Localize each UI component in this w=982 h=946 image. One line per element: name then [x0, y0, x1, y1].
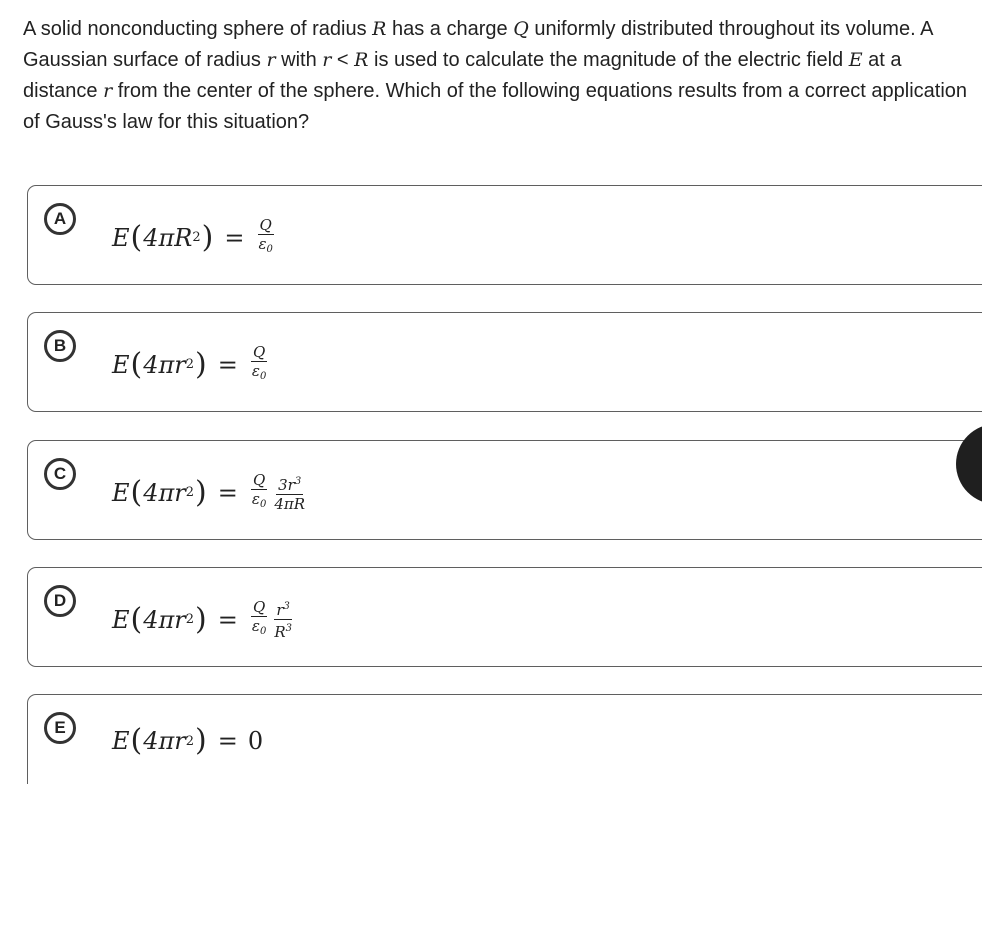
- choice-letter-a: A: [44, 203, 76, 235]
- question-text: A solid nonconducting sphere of radius R has a charge Q uniformly distributed throughout its volume. A Gaussian surface of radius r with r < R is used to calculate the magnitude of the electric field E at a distance r from the center of the sphere. Which of the following equations results from a correct application of Gauss's law for this situation?: [23, 18, 968, 133]
- answer-choice-b[interactable]: [27, 312, 982, 412]
- choice-b-formula: E ( 4πr 2 ) = $\frac{Q}{\varepsilon_0}$: [112, 343, 267, 382]
- choice-letter-e: E: [44, 712, 76, 744]
- choice-letter-d: D: [44, 585, 76, 617]
- answer-choice-c[interactable]: [27, 440, 982, 540]
- choice-letter-c: C: [44, 458, 76, 490]
- choice-letter-b: B: [44, 330, 76, 362]
- choice-c-formula: E ( 4πr 2 ) = $\frac{Q}{\varepsilon_0}$ $\frac{3r^3}{4\pi R}$: [112, 471, 306, 513]
- choice-a-formula: E ( 4πR 2 ) = $\frac{Q}{\varepsilon_0}$: [112, 216, 273, 255]
- choice-e-formula: E ( 4πr 2 ) = 0: [112, 723, 264, 758]
- answer-choice-e[interactable]: [27, 694, 982, 784]
- choice-d-formula: E ( 4πr 2 ) = $\frac{Q}{\varepsilon_0}$ $\frac{r^3}{R^3}$: [112, 598, 292, 641]
- answer-choice-d[interactable]: [27, 567, 982, 667]
- answer-choice-a[interactable]: [27, 185, 982, 285]
